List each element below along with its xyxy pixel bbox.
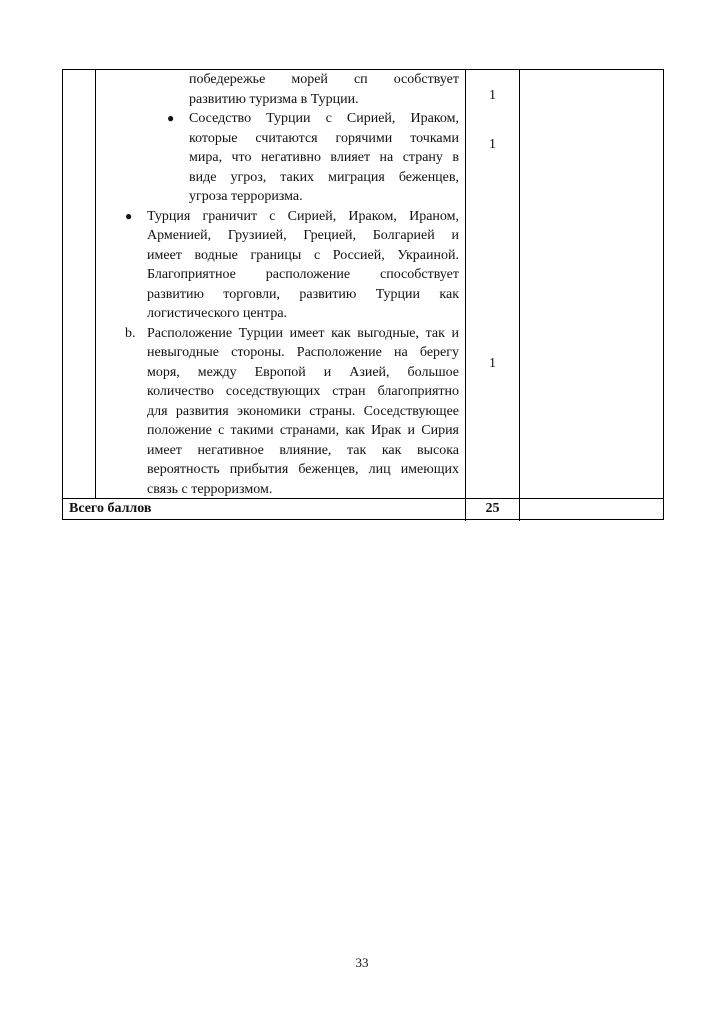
text-line: логистического центра. [147,306,288,321]
text-line: связь с терроризмом. [147,481,273,497]
text-line: победережье морей сп особствует [189,72,459,87]
text-line: имеет водные границы с Россией, Украиной. [147,247,459,263]
text-line: Благоприятное расположение способствует [147,267,459,282]
text-line: Соседство Турции с Сирией, Ираком, [189,111,459,126]
page-number: 33 [355,955,369,970]
score-value: 1 [489,137,496,152]
text-line: вероятность прибытия беженцев, лиц имеющих [147,462,459,477]
text-line: Арменией, Грузиией, Грецией, Болгарией и [147,228,459,243]
bullet-icon: ● [167,111,175,125]
total-label: Всего баллов [69,501,152,516]
text-line: невыгодные стороны. Расположение на берегу [147,345,459,360]
total-score: 25 [485,501,500,516]
bullet-icon: ● [125,208,133,223]
text-line: которые считаются горячими точками [189,130,459,146]
score-value: 1 [489,88,496,103]
text-line: угроза терроризма. [189,189,303,204]
text-line: мира, что негативно влияет на страну в [189,150,459,165]
column-divider [519,70,520,521]
text-line: Расположение Турции имеет как выгодные, так и [147,325,459,341]
score-value: 1 [489,356,496,371]
text-line: имеет негативное влияние, так как высока [147,442,459,458]
text-line: для развития экономики страны. Соседствующее [147,403,459,419]
text-line: количество соседствующих стран благоприятно [147,384,459,399]
item-label: b. [125,325,136,341]
text-line: моря, между Европой и Азией, большое [147,364,459,380]
text-line: положение с такими странами, как Ирак и Сирия [147,423,459,438]
column-divider [95,70,96,499]
text-line: развитию туризма в Турции. [189,91,359,107]
text-line: Турция граничит с Сирией, Ираком, Ираном, [147,208,459,224]
text-line: развитию торговли, развитию Турции как [147,286,459,302]
text-line: виде угроз, таких миграция беженцев, [189,169,459,185]
answer-table [62,69,664,520]
